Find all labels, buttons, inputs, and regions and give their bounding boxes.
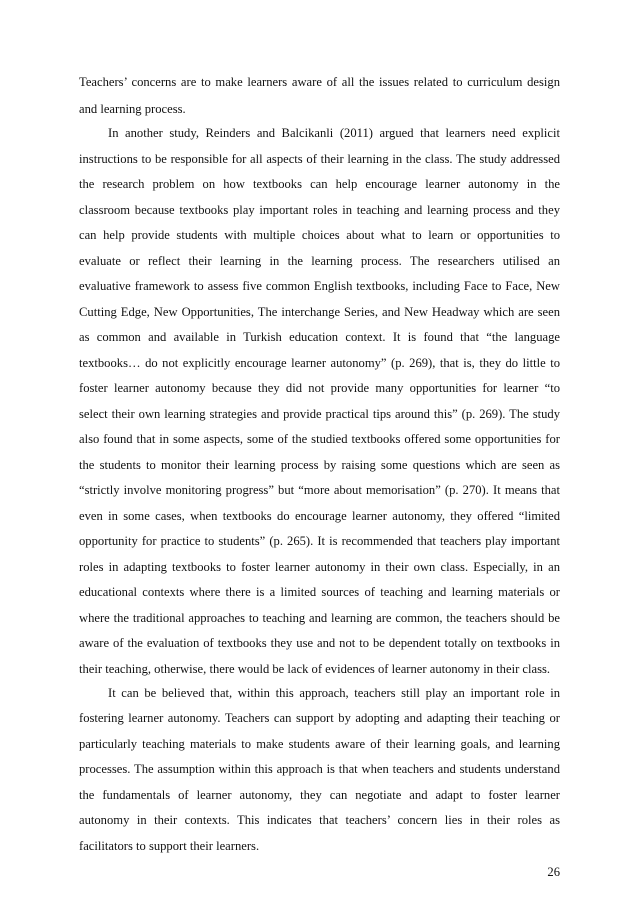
text-line: instructions to be responsible for all aspects of their learning in the class. The study addressed (79, 152, 560, 166)
text-line: educational contexts where there is a limited sources of teaching and learning materials or (79, 585, 560, 599)
text-line: select their own learning strategies and provide practical tips around this” (p. 269). The study (79, 407, 560, 421)
text-line: Cutting Edge, New Opportunities, The interchange Series, and New Headway which are seen (79, 305, 560, 319)
text-line: Teachers’ concerns are to make learners aware of all the issues related to curriculum design (79, 75, 560, 89)
text-line: “strictly involve monitoring progress” but “more about memorisation” (p. 270). It means that (79, 483, 560, 497)
text-line: aware of the evaluation of textbooks they use and not to be dependent totally on textbooks in (79, 636, 560, 650)
text-line: evaluative framework to assess five common English textbooks, including Face to Face, New (79, 279, 560, 293)
text-line: the research problem on how textbooks can help encourage learner autonomy in the (79, 177, 560, 191)
text-line: facilitators to support their learners. (79, 839, 260, 853)
text-line: autonomy in their contexts. This indicates that teachers’ concern lies in their roles as (79, 813, 560, 827)
text-line: even in some cases, when textbooks do encourage learner autonomy, they offered “limited (79, 509, 560, 523)
text-line: classroom because textbooks play important roles in teaching and learning process and they (79, 203, 560, 217)
text-line: can help provide students with multiple choices about what to learn or opportunities to (79, 228, 560, 242)
text-line: foster learner autonomy because they did not provide many opportunities for learner “to (79, 381, 560, 395)
text-line: In another study, Reinders and Balcikanli (2011) argued that learners need explicit (108, 126, 560, 140)
text-line: fostering learner autonomy. Teachers can support by adopting and adapting their teaching or (79, 711, 560, 725)
text-line: the fundamentals of learner autonomy, they can negotiate and adapt to foster learner (79, 788, 560, 802)
text-line: the students to monitor their learning process by raising some questions which are seen as (79, 458, 560, 472)
text-line: and learning process. (79, 102, 186, 116)
text-line: processes. The assumption within this approach is that when teachers and students understand (79, 762, 560, 776)
text-line: where the traditional approaches to teaching and learning are common, the teachers should be (79, 611, 560, 625)
page-number: 26 (547, 865, 560, 879)
text-line: particularly teaching materials to make students aware of their learning goals, and learning (79, 737, 560, 751)
text-line: as common and available in Turkish education context. It is found that “the language (79, 330, 560, 344)
text-line: opportunity for practice to students” (p. 265). It is recommended that teachers play important (79, 534, 560, 548)
text-line: evaluate or reflect their learning in the learning process. The researchers utilised an (79, 254, 560, 268)
text-line: roles in adapting textbooks to foster learner autonomy in their own class. Especially, in an (79, 560, 560, 574)
text-line: It can be believed that, within this approach, teachers still play an important role in (108, 686, 560, 700)
text-line: textbooks… do not explicitly encourage learner autonomy” (p. 269), that is, they do little to (79, 356, 560, 370)
text-line: also found that in some aspects, some of the studied textbooks offered some opportunities for (79, 432, 560, 446)
text-line: their teaching, otherwise, there would be lack of evidences of learner autonomy in their class. (79, 662, 551, 676)
